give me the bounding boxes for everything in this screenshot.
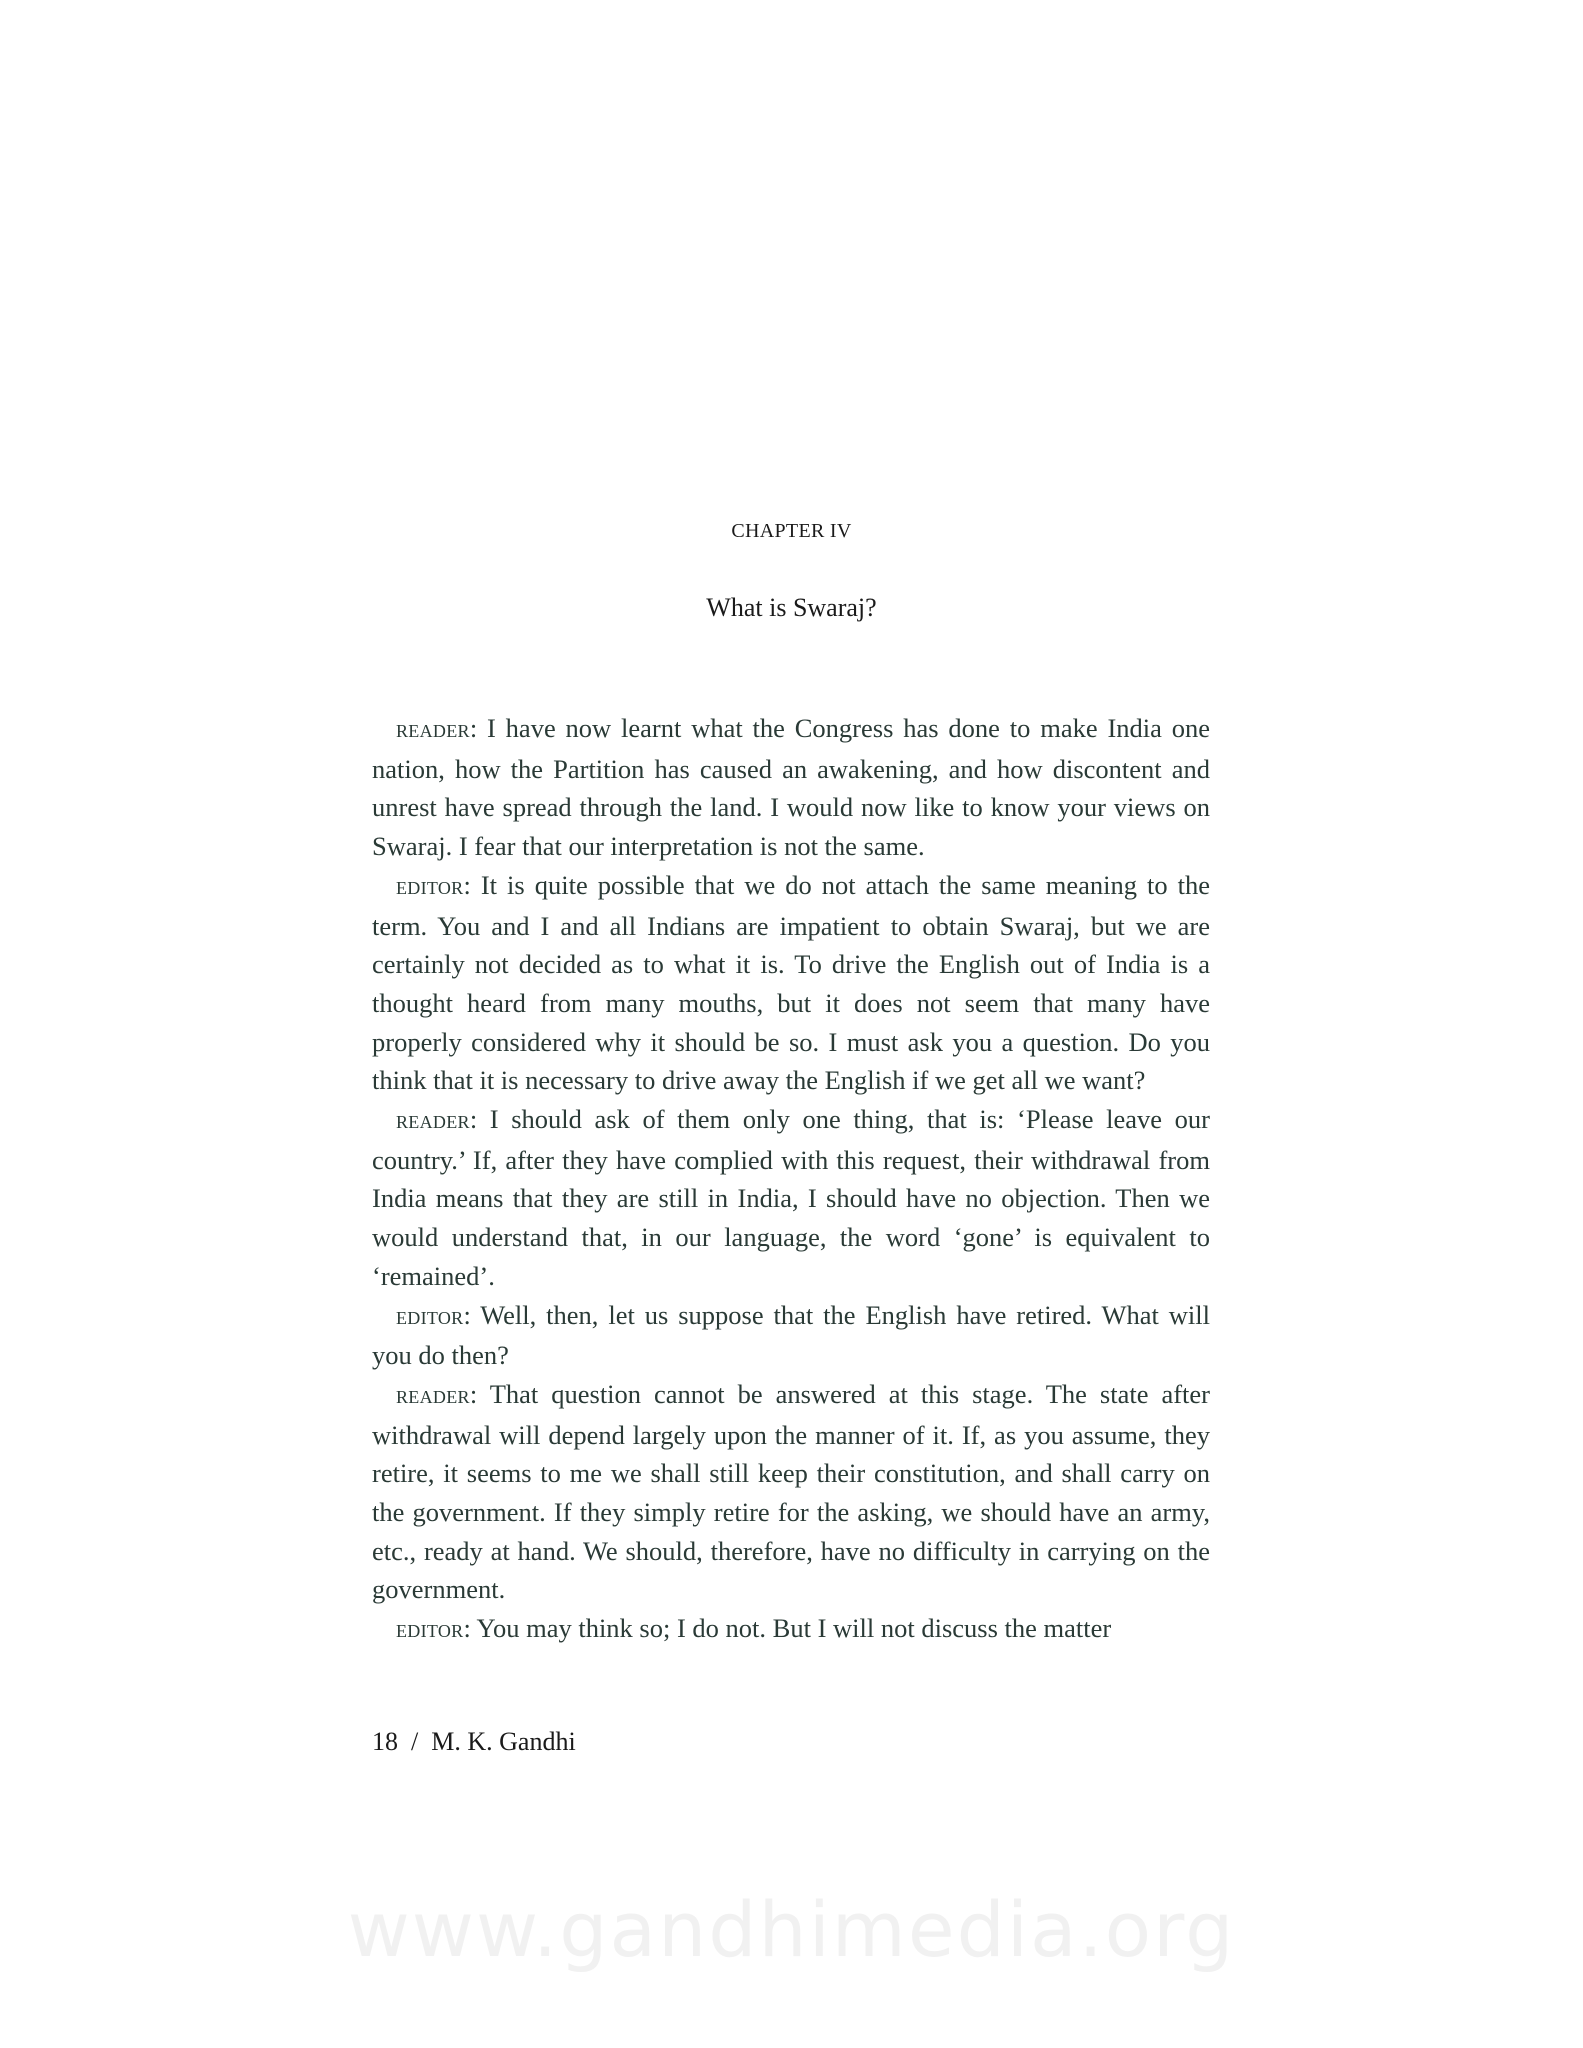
paragraph-text: : That question cannot be answered at this stage. The state after withdrawal will depend largely upon the manner of it. If, as you assume, they retire, it seems to me we shall still keep their constitution, and shall carry on the government. If they simply retire for the asking, we should have an army, etc., ready at hand. We should, therefore, have no difficulty in carrying on the government. [372,1378,1210,1605]
speaker-label: reader [396,716,470,743]
paragraph [372,1609,1210,1650]
paragraph-text: : Well, then, let us suppose that the English have retired. What will you do then? [372,1299,1210,1371]
speaker-label: reader [396,1381,470,1409]
chapter-label: CHAPTER IV [731,520,852,542]
paragraph [372,866,1210,1100]
paragraph-text: : I have now learnt what the Congress has done to make India one nation, how the Partition has caused an awakening, and how discontent and unrest have spread through the land. I would now like to know your views on Swaraj. I fear that our interpretation is not the same. [372,713,1210,862]
paragraph [372,1296,1210,1375]
paragraph [372,709,1210,866]
body-text [372,709,1210,1650]
paragraph-text: : You may think so; I do not. But I will not discuss the matter [463,1613,1112,1644]
speaker-label: reader [396,1107,470,1135]
speaker-label: editor [396,872,464,900]
watermark: www.gandhimedia.org [347,1885,1236,1974]
paragraph-text: : It is quite possible that we do not attach the same meaning to the term. You and I and all Indians are impatient to obtain Swaraj, but we are certainly not decided as to what it is. To drive the English out of India is a thought heard from many mouths, but it does not seem that many have properly considered why it should be so. I must ask you a question. Do you think that it is necessary to drive away the English if we get all we want? [372,869,1210,1096]
chapter-title: What is Swaraj? [706,593,877,622]
footer-author: M. K. Gandhi [431,1727,576,1756]
paragraph [372,1100,1210,1296]
speaker-label: editor [396,1616,464,1644]
page-footer [372,1727,576,1757]
paragraph-text: : I should ask of them only one thing, that is: ‘Please leave our country.’ If, after they have complied with this request, their withdrawal from India means that they are still in India, I should have no objection. Then we would understand that, in our language, the word ‘gone’ is equivalent to ‘remained’. [372,1104,1210,1291]
speaker-label: editor [396,1302,464,1330]
page-number: 18 [372,1727,398,1756]
paragraph [372,1375,1210,1609]
footer-separator: / [411,1727,419,1756]
